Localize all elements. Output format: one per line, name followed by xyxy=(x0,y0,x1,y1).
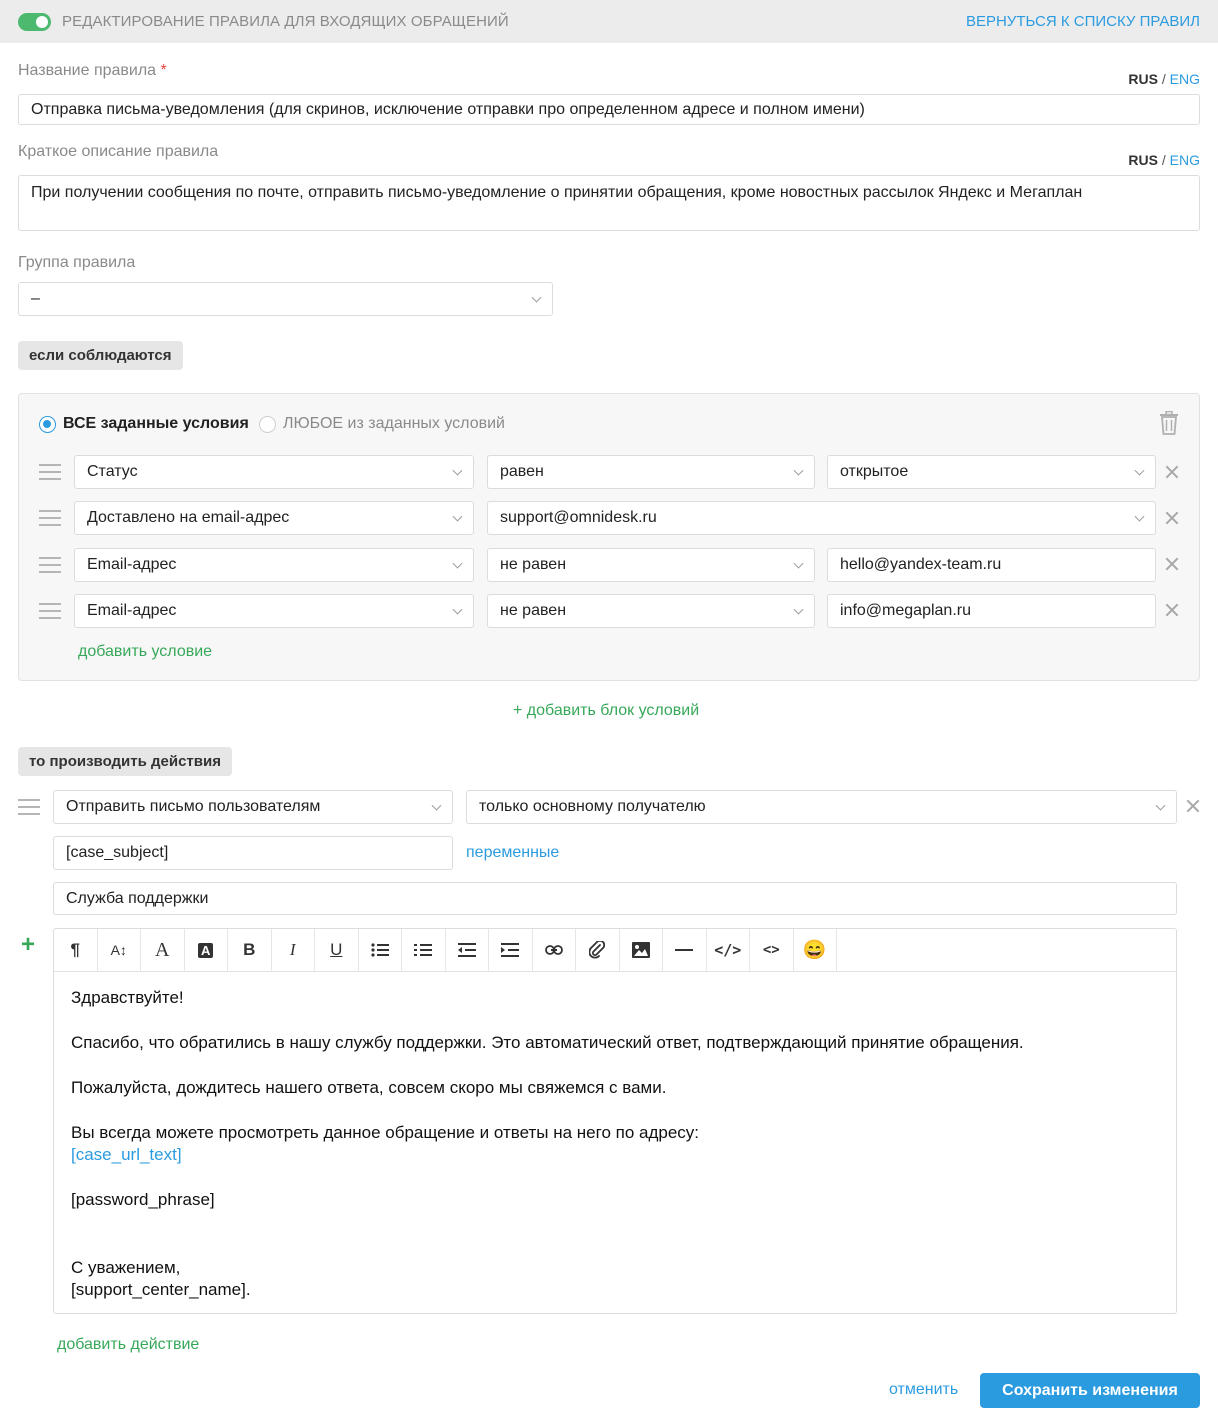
numbered-list-icon[interactable] xyxy=(402,929,446,971)
page-title: РЕДАКТИРОВАНИЕ ПРАВИЛА ДЛЯ ВХОДЯЩИХ ОБРАЩЕНИЙ xyxy=(62,13,509,30)
rule-description-label: Краткое описание правила xyxy=(18,143,219,160)
outdent-icon[interactable] xyxy=(446,929,490,971)
add-condition-link[interactable]: добавить условие xyxy=(78,643,213,660)
drag-handle-icon[interactable] xyxy=(39,463,61,481)
email-body-editor[interactable] xyxy=(53,928,1177,1314)
top-bar xyxy=(0,0,1218,43)
lang-eng[interactable]: ENG xyxy=(1169,71,1200,87)
add-condition-block-link[interactable]: + добавить блок условий xyxy=(513,702,700,719)
bullet-list-icon[interactable] xyxy=(359,929,403,971)
condition-operator-select[interactable]: не равен xyxy=(487,548,815,582)
rule-group-select[interactable]: – xyxy=(18,282,553,316)
signature-text: [support_center_name]. xyxy=(71,1280,251,1299)
condition-field-select[interactable]: Статус xyxy=(74,455,474,489)
chevron-down-icon xyxy=(453,512,463,522)
drag-handle-icon[interactable] xyxy=(18,798,40,816)
rule-name-label: Название правила * xyxy=(18,62,167,79)
condition-email-select[interactable]: support@omnidesk.ru xyxy=(487,501,1156,535)
trash-icon[interactable] xyxy=(1159,411,1179,435)
paragraph-icon[interactable]: ¶ xyxy=(54,929,98,971)
condition-field-select[interactable]: Доставлено на email-адрес xyxy=(74,501,474,535)
italic-icon[interactable]: I xyxy=(272,929,316,971)
variables-link[interactable]: переменные xyxy=(466,844,560,861)
chevron-down-icon xyxy=(453,605,463,615)
chevron-down-icon xyxy=(1135,512,1145,522)
match-any-radio[interactable]: ЛЮБОЕ из заданных условий xyxy=(259,415,505,433)
chevron-down-icon xyxy=(1156,801,1166,811)
inline-code-icon[interactable]: <> xyxy=(750,929,794,971)
condition-value-input[interactable]: hello@yandex-team.ru xyxy=(827,548,1156,582)
toggle-knob xyxy=(36,16,48,28)
back-to-rules-link[interactable]: ВЕРНУТЬСЯ К СПИСКУ ПРАВИЛ xyxy=(965,13,1200,30)
match-all-radio[interactable]: ВСЕ заданные условия xyxy=(39,415,249,433)
paragraph-text: Спасибо, что обратились в нашу службу поддержки. Это автоматический ответ, подтверждающий принятие обращения. xyxy=(71,1033,1024,1052)
case-url-link[interactable]: [case_url_text] xyxy=(71,1145,182,1164)
greeting-text: Здравствуйте! xyxy=(71,988,184,1007)
email-subject-input[interactable]: [case_subject] xyxy=(53,836,453,870)
indent-icon[interactable] xyxy=(489,929,533,971)
background-color-icon[interactable]: A xyxy=(185,929,229,971)
rule-name-lang-switch: RUS / ENG xyxy=(1128,71,1200,87)
code-block-icon[interactable]: </> xyxy=(707,929,751,971)
lang-rus[interactable]: RUS xyxy=(1128,71,1158,87)
editor-toolbar xyxy=(54,929,1176,972)
action-type-select[interactable]: Отправить письмо пользователям xyxy=(53,790,453,824)
password-phrase-text: [password_phrase] xyxy=(71,1190,215,1209)
condition-value-select[interactable]: открытое xyxy=(827,455,1156,489)
drag-handle-icon[interactable] xyxy=(39,556,61,574)
image-icon[interactable] xyxy=(620,929,664,971)
lang-eng[interactable]: ENG xyxy=(1169,152,1200,168)
drag-handle-icon[interactable] xyxy=(39,509,61,527)
rule-group-label: Группа правила xyxy=(18,254,136,271)
remove-condition-icon[interactable] xyxy=(1165,511,1179,525)
horizontal-rule-icon[interactable] xyxy=(663,929,707,971)
add-action-link[interactable]: добавить действие xyxy=(57,1336,200,1353)
conditions-block xyxy=(18,393,1200,681)
chevron-down-icon xyxy=(432,801,442,811)
font-size-icon[interactable]: A↕ xyxy=(98,929,142,971)
radio-unchecked-icon xyxy=(259,416,276,433)
paragraph-text: Пожалуйста, дождитесь нашего ответа, совсем скоро мы свяжемся с вами. xyxy=(71,1078,667,1097)
condition-operator-select[interactable]: равен xyxy=(487,455,815,489)
condition-value-input[interactable]: info@megaplan.ru xyxy=(827,594,1156,628)
rule-description-lang-switch: RUS / ENG xyxy=(1128,152,1200,168)
drag-handle-icon[interactable] xyxy=(39,602,61,620)
font-color-icon[interactable]: A xyxy=(141,929,185,971)
add-inline-icon[interactable]: + xyxy=(21,931,36,958)
regards-text: С уважением, xyxy=(71,1258,181,1277)
actions-badge: то производить действия xyxy=(18,747,232,776)
chevron-down-icon xyxy=(532,293,542,303)
chevron-down-icon xyxy=(453,466,463,476)
chevron-down-icon xyxy=(1135,466,1145,476)
rule-enabled-toggle[interactable] xyxy=(18,13,51,31)
condition-field-select[interactable]: Email-адрес xyxy=(74,594,474,628)
lang-rus[interactable]: RUS xyxy=(1128,152,1158,168)
chevron-down-icon xyxy=(794,605,804,615)
editor-content[interactable] xyxy=(71,987,1159,1301)
cancel-link[interactable]: отменить xyxy=(889,1381,959,1398)
paragraph-text: Вы всегда можете просмотреть данное обращение и ответы на него по адресу: xyxy=(71,1123,700,1142)
chevron-down-icon xyxy=(794,559,804,569)
rule-description-textarea[interactable]: При получении сообщения по почте, отправить письмо-уведомление о принятии обращения, кроме новостных рассылок Яндекс и Мегаплан xyxy=(18,175,1200,231)
sender-name-input[interactable]: Служба поддержки xyxy=(53,882,1177,915)
rule-name-input[interactable]: Отправка письма-уведомления (для скринов, исключение отправки про определенном адресе и полном имени) xyxy=(18,94,1200,125)
remove-condition-icon[interactable] xyxy=(1165,465,1179,479)
chevron-down-icon xyxy=(453,559,463,569)
remove-action-icon[interactable] xyxy=(1186,799,1200,813)
attachment-icon[interactable] xyxy=(576,929,620,971)
bold-icon[interactable]: B xyxy=(228,929,272,971)
underline-icon[interactable]: U xyxy=(315,929,359,971)
conditions-badge: если соблюдаются xyxy=(18,341,183,370)
remove-condition-icon[interactable] xyxy=(1165,603,1179,617)
emoji-icon[interactable]: 😄 xyxy=(794,929,838,971)
radio-checked-icon xyxy=(39,416,56,433)
action-recipient-select[interactable]: только основному получателю xyxy=(466,790,1177,824)
condition-field-select[interactable]: Email-адрес xyxy=(74,548,474,582)
condition-operator-select[interactable]: не равен xyxy=(487,594,815,628)
remove-condition-icon[interactable] xyxy=(1165,557,1179,571)
save-changes-button[interactable]: Сохранить изменения xyxy=(980,1373,1200,1408)
link-icon[interactable] xyxy=(533,929,577,971)
chevron-down-icon xyxy=(794,466,804,476)
